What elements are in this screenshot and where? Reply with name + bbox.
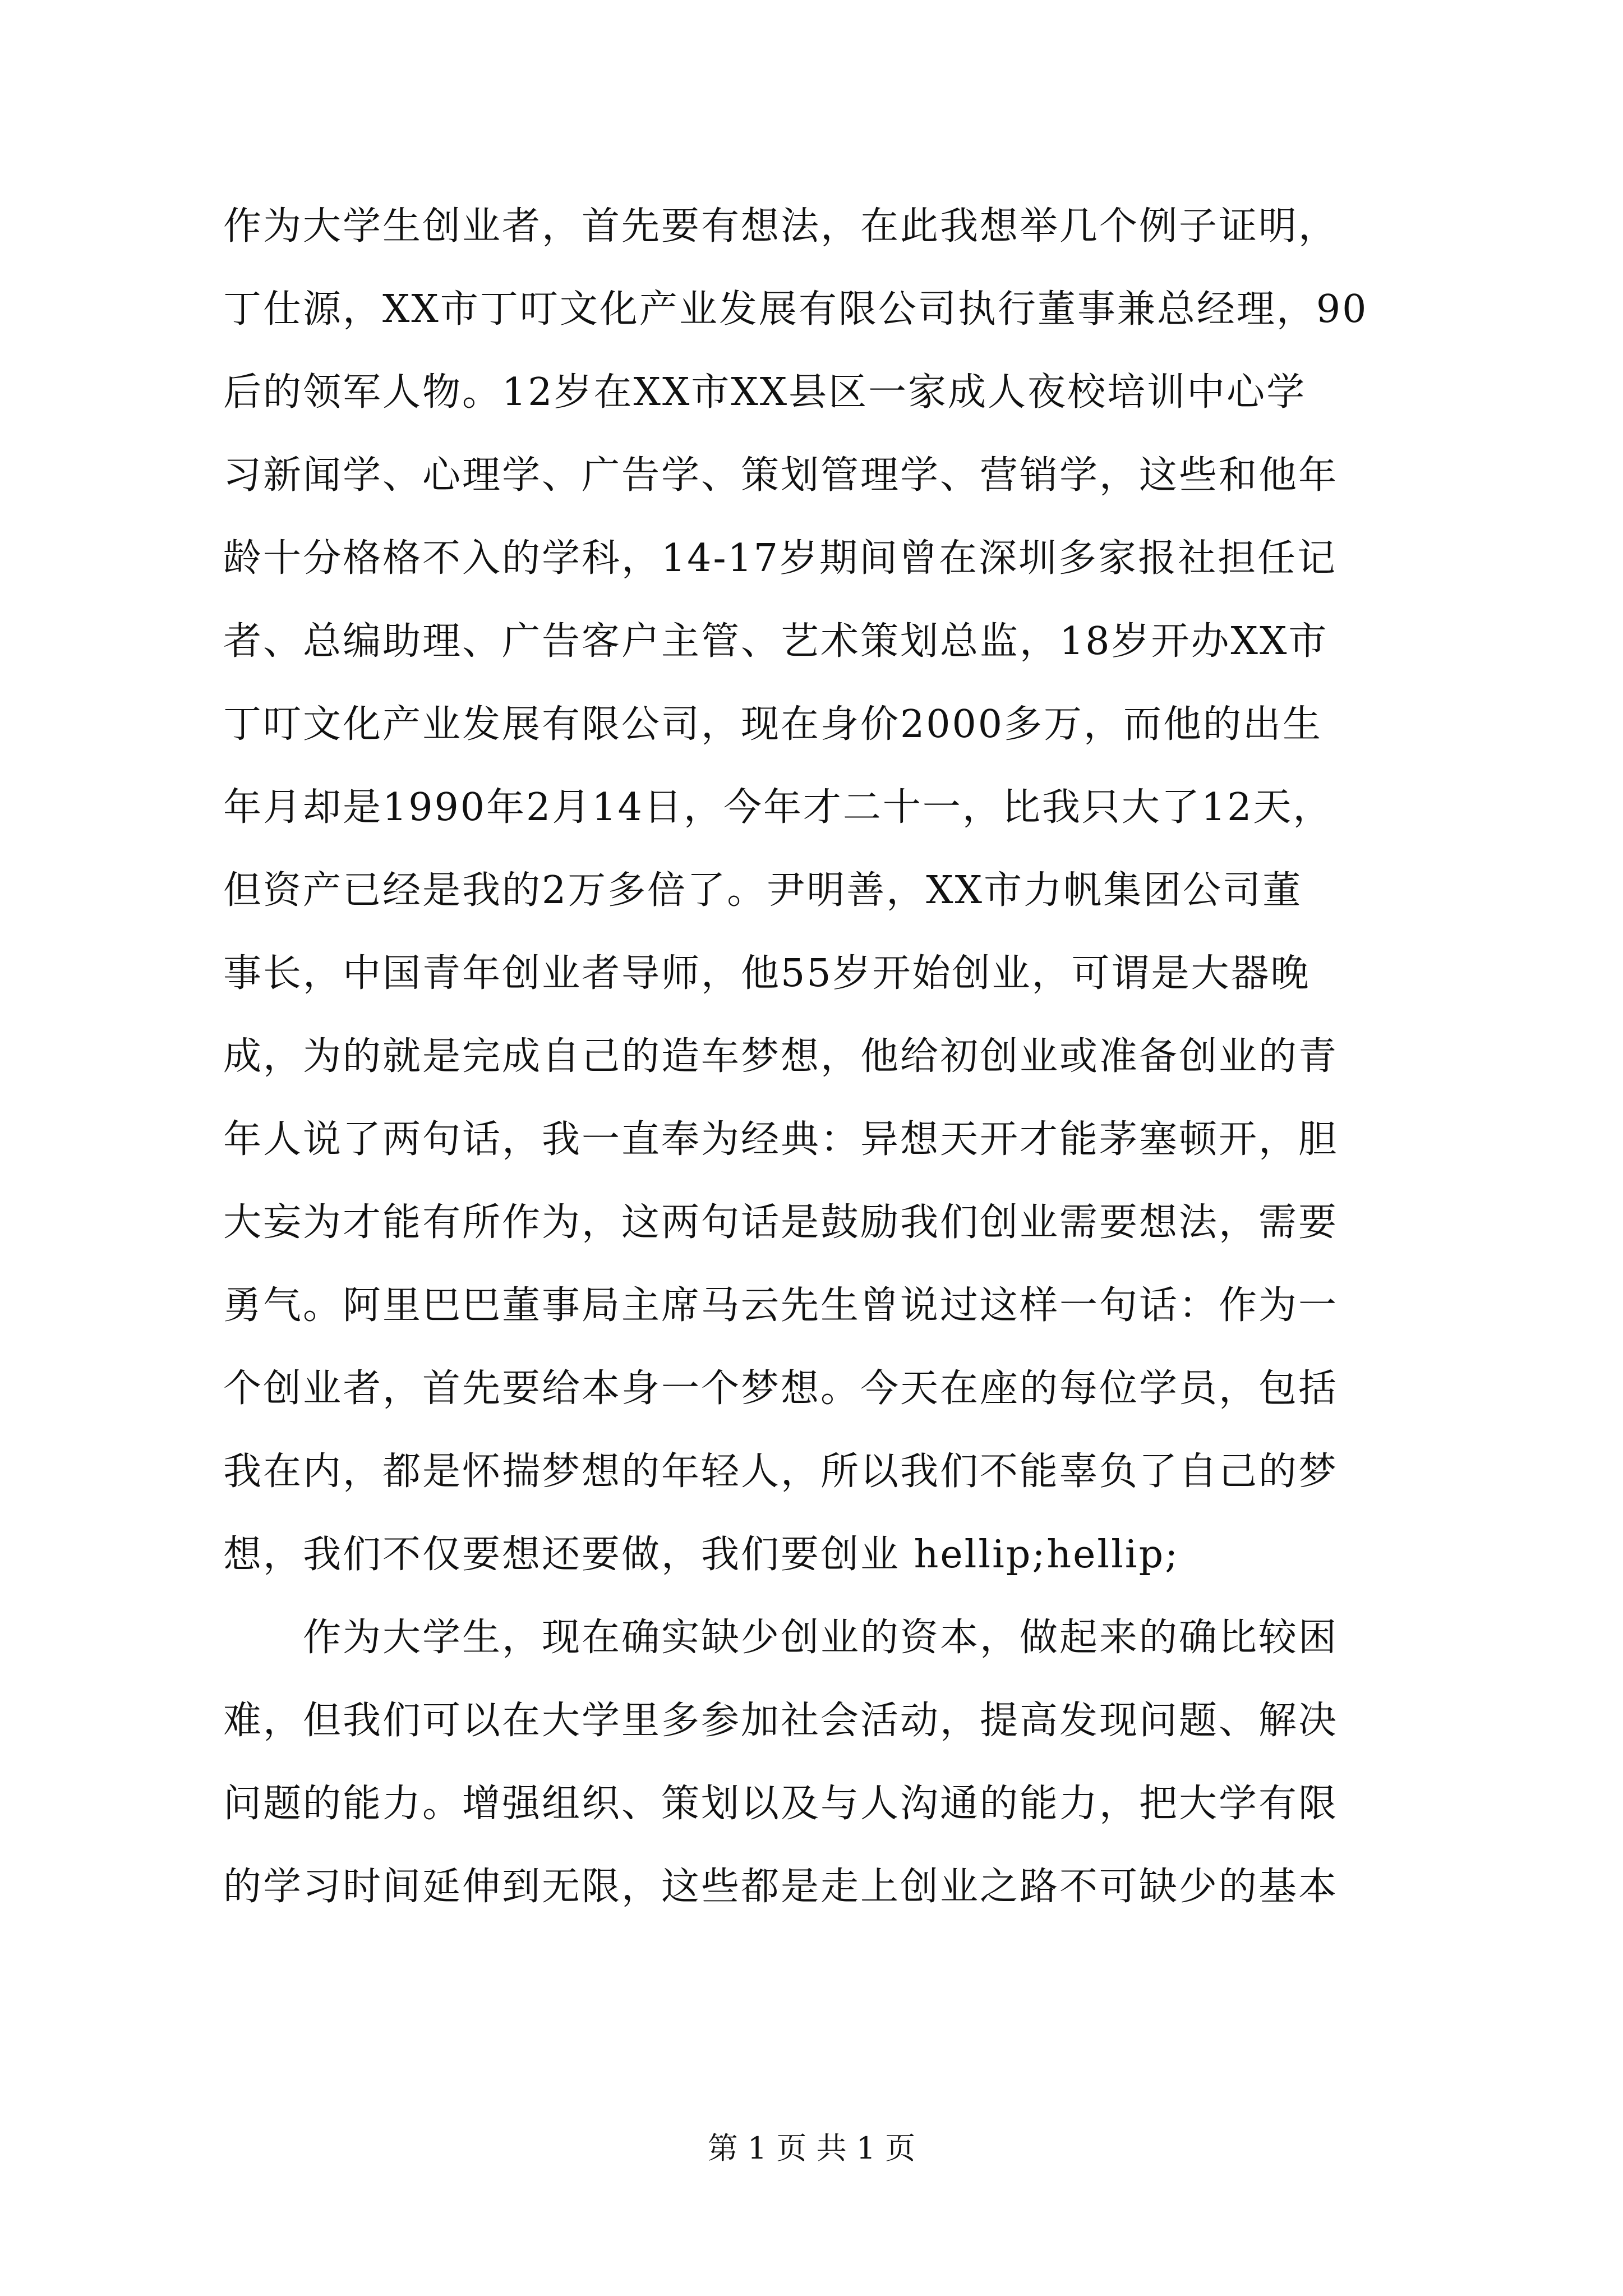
text-line: 龄十分格格不入的学科，14-17岁期间曾在深圳多家报社担任记 [223, 536, 1338, 581]
body-text [223, 185, 1412, 1929]
text-line: 习新闻学、心理学、广告学、策划管理学、营销学，这些和他年 [223, 453, 1339, 498]
text-line: 年月却是1990年2月14日，今年才二十一，比我只大了12天， [223, 785, 1333, 830]
text-line: 想，我们不仅要想还要做，我们要创业 hellip;hellip; [223, 1533, 1180, 1577]
text-line: 后的领军人物。12岁在XX市XX县区一家成人夜校培训中心学 [223, 370, 1307, 415]
text-line: 勇气。阿里巴巴董事局主席马云先生曾说过这样一句话：作为一 [223, 1283, 1339, 1328]
text-line: 丁叮文化产业发展有限公司，现在身价2000多万，而他的出生 [223, 702, 1323, 747]
text-line: 事长，中国青年创业者导师，他55岁开始创业，可谓是大器晚 [223, 951, 1311, 996]
text-line: 年人说了两句话，我一直奉为经典：异想天开才能茅塞顿开，胆 [223, 1117, 1339, 1162]
page-footer: 第 1 页 共 1 页 [707, 2131, 916, 2166]
text-line: 成，为的就是完成自己的造车梦想，他给初创业或准备创业的青 [223, 1034, 1339, 1079]
text-line: 难，但我们可以在大学里多参加社会活动，提高发现问题、解决 [223, 1699, 1339, 1743]
text-line: 大妄为才能有所作为，这两句话是鼓励我们创业需要想法，需要 [223, 1200, 1339, 1245]
text-line: 我在内，都是怀揣梦想的年轻人，所以我们不能辜负了自己的梦 [223, 1450, 1339, 1494]
text-line: 作为大学生创业者，首先要有想法，在此我想举几个例子证明， [223, 204, 1339, 249]
text-line: 问题的能力。增强组织、策划以及与人沟通的能力，把大学有限 [223, 1782, 1339, 1826]
text-line: 者、总编助理、广告客户主管、艺术策划总监，18岁开办XX市 [223, 619, 1329, 664]
text-line: 作为大学生，现在确实缺少创业的资本，做起来的确比较困 [223, 1616, 1339, 1660]
text-line: 个创业者，首先要给本身一个梦想。今天在座的每位学员，包括 [223, 1366, 1339, 1411]
text-line: 丁仕源，XX市丁叮文化产业发展有限公司执行董事兼总经理，90 [223, 287, 1368, 332]
text-line: 但资产已经是我的2万多倍了。尹明善，XX市力帆集团公司董 [223, 868, 1303, 913]
text-line: 的学习时间延伸到无限，这些都是走上创业之路不可缺少的基本 [223, 1865, 1339, 1909]
